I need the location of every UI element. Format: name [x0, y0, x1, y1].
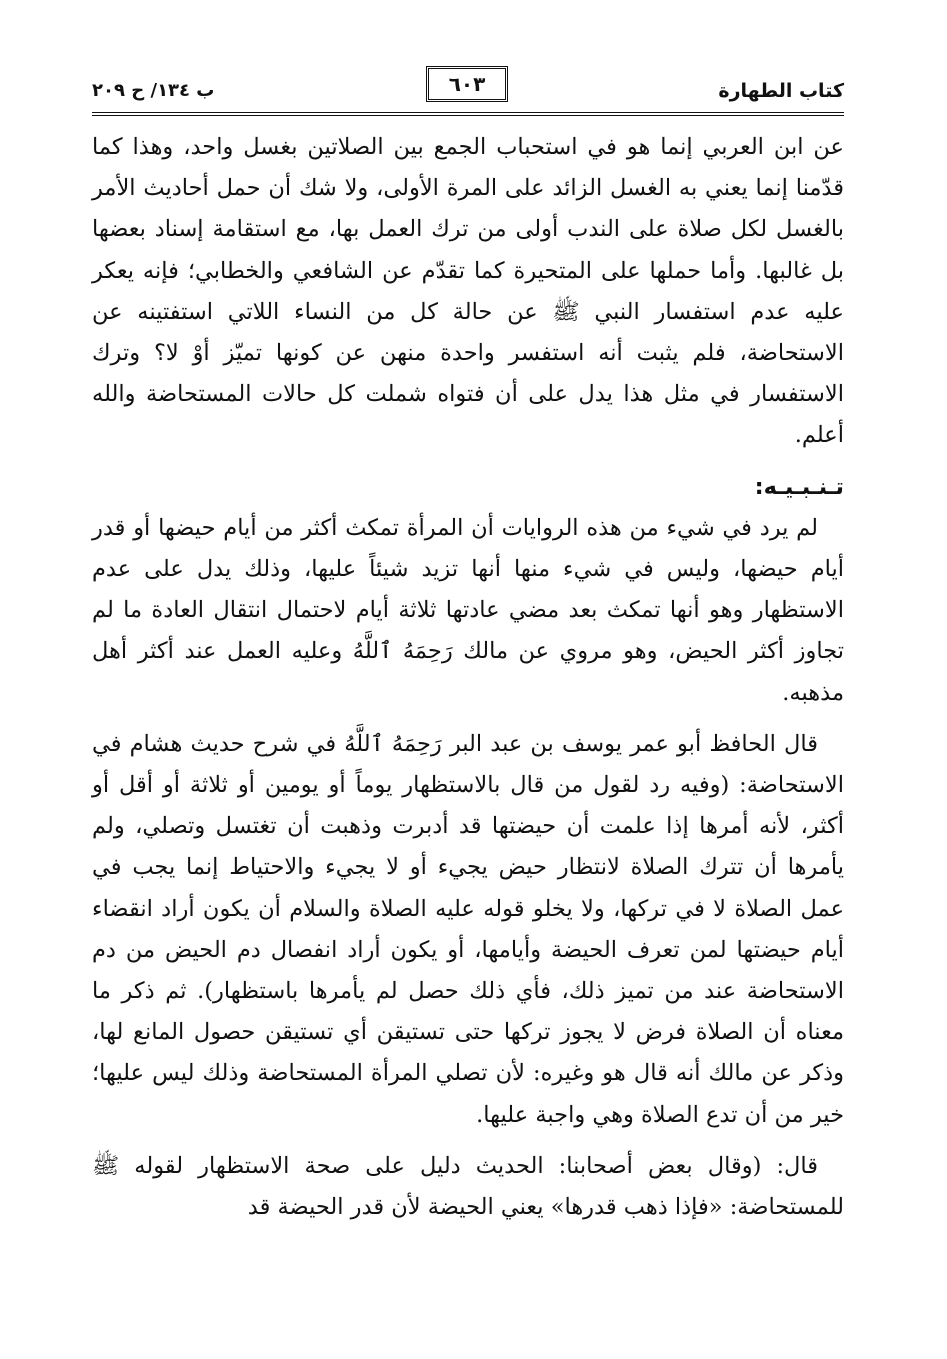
header-rule — [92, 112, 844, 116]
main-text — [92, 127, 844, 1228]
section-heading: تـنـبـيـه: — [754, 473, 844, 500]
paragraph-4: قال: (وقال بعض أصحابنا: الحديث دليل على صحة الاستظهار لقوله ﷺ للمستحاضة: «فإذا ذهب قدرها» يعني الحيضة لأن قدر الحيضة قد — [92, 1152, 844, 1221]
reference-number: ب ١٣٤/ ح ٢٠٩ — [92, 80, 215, 101]
page-header — [92, 62, 844, 112]
paragraph-3: قال الحافظ أبو عمر يوسف بن عبد البر رَحِمَهُ ٱللَّهُ في شرح حديث هشام في الاستحاضة: (وفيه رد لقول من قال بالاستظهار يوماً أو يومين أو ثلاثة أو أقل أو أكثر، لأنه أمرها إذا علمت أن حيضتها قد أدبرت وذهبت أن تغتسل وتصلي، ولم يأمرها أن تترك الصلاة لانتظار حيض يجيء أو لا يجيء والاحتياط إنما يجب في عمل الصلاة لا في تركها، ولا يخلو قوله عليه الصلاة والسلام أن يكون أراد انقضاء أيام حيضتها لمن تعرف الحيضة وأيامها، أو يكون أراد انفصال دم الحيض من دم الاستحاضة عند من تميز ذلك، فأي ذلك حصل لم يأمرها باستظهار). ثم ذكر ما معناه أن الصلاة فرض لا يجوز تركها حتى تستيقن أي تستيقن حصول المانع لها، وذكر عن مالك أنه قال هو وغيره: لأن تصلي المرأة المستحاضة وذلك ليس عليها؛ خير من أن تدع الصلاة وهي واجبة عليها. — [92, 730, 844, 1128]
page-number: ٦٠٣ — [426, 66, 508, 102]
paragraph-2: لم يرد في شيء من هذه الروايات أن المرأة تمكث أكثر من أيام حيضها أو قدر أيام حيضها، وليس في شيء منها أنها تزيد شيئاً عليها، وذلك يدل على عدم الاستظهار وهو أنها تمكث بعد مضي عادتها ثلاثة أيام لاحتمال انتقال العادة ما لم تجاوز أكثر الحيض، وهو مروي عن مالك رَحِمَهُ ٱللَّهُ وعليه العمل عند أكثر أهل مذهبه. — [92, 514, 844, 706]
book-title: كتاب الطهارة — [718, 80, 844, 102]
paragraph-1: عن ابن العربي إنما هو في استحباب الجمع بين الصلاتين بغسل واحد، وهذا كما قدّمنا إنما يعني به الغسل الزائد على المرة الأولى، ولا شك أن حمل أحاديث الأمر بالغسل لكل صلاة على الندب أولى من ترك العمل بها، مع استقامة إسناد بعضها بل غالبها. وأما حملها على المتحيرة كما تقدّم عن الشافعي والخطابي؛ فإنه يعكر عليه عدم استفسار النبي ﷺ عن حالة كل من النساء اللاتي استفتينه عن الاستحاضة، فلم يثبت أنه استفسر واحدة منهن عن كونها تميّز أوْ لا؟ وترك الاستفسار في مثل هذا يدل على أن فتواه شملت كل حالات المستحاضة والله أعلم. — [92, 134, 844, 449]
